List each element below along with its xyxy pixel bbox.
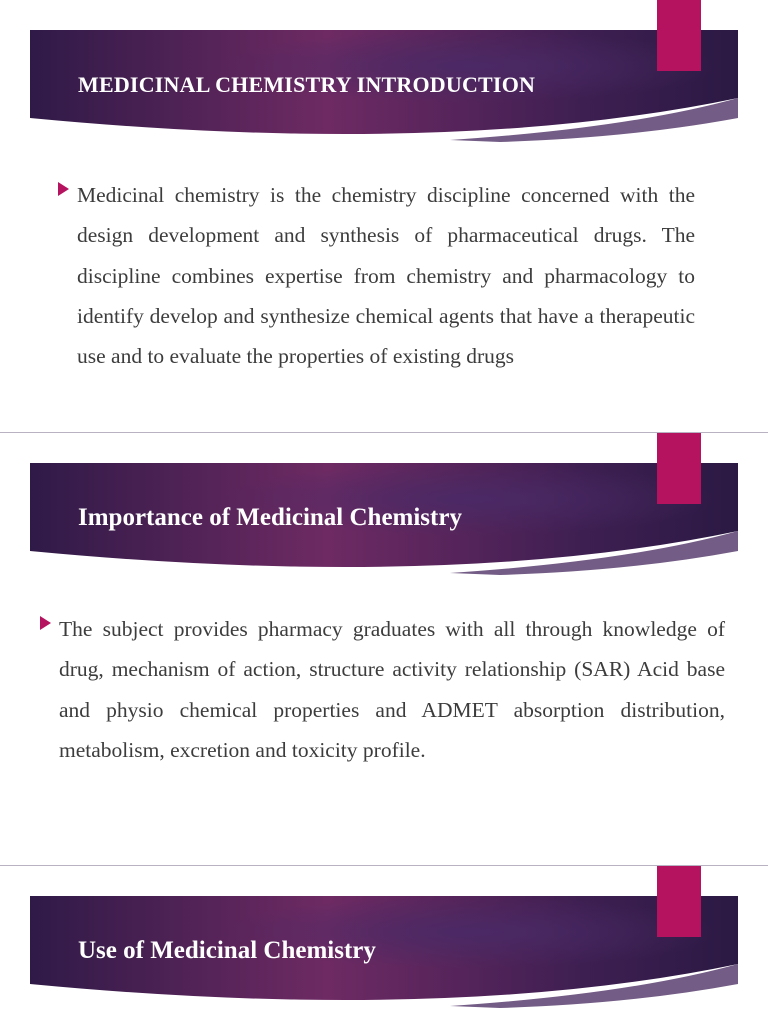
slide-3-title: Use of Medicinal Chemistry	[78, 937, 376, 964]
slide-1-bullet-text: Medicinal chemistry is the chemistry discipline concerned with the design development and synthesis of pharmaceutical drugs. The discipline combines expertise from chemistry and pharmacology to identify develop and synthesize chemical agents that have a therapeutic use and to evaluate the properties of existing drugs	[77, 183, 695, 369]
slide-3	[0, 866, 768, 1024]
slide-2-bullet	[40, 609, 725, 770]
slide-1-title-banner	[30, 30, 738, 143]
slide-2-bullet-text: The subject provides pharmacy graduates with all through knowledge of drug, mechanism of action, structure activity relationship (SAR) Acid base and physio chemical properties and ADMET absorption distribution, metabolism, excretion and toxicity profile.	[59, 617, 725, 762]
slide-3-title-banner	[30, 896, 738, 1009]
slide-2-title: Importance of Medicinal Chemistry	[78, 504, 462, 531]
triangle-bullet-icon	[40, 616, 51, 630]
slide-3-accent-tab	[657, 866, 701, 937]
slide-2	[0, 433, 768, 865]
slide-1-bullet	[58, 175, 695, 376]
slide-2-accent-tab	[657, 433, 701, 504]
slide-1-title: MEDICINAL CHEMISTRY INTRODUCTION	[78, 72, 536, 97]
triangle-bullet-icon	[58, 182, 69, 196]
slide-1	[0, 0, 768, 432]
slide-2-title-banner	[30, 463, 738, 576]
slide-1-accent-tab	[657, 0, 701, 71]
